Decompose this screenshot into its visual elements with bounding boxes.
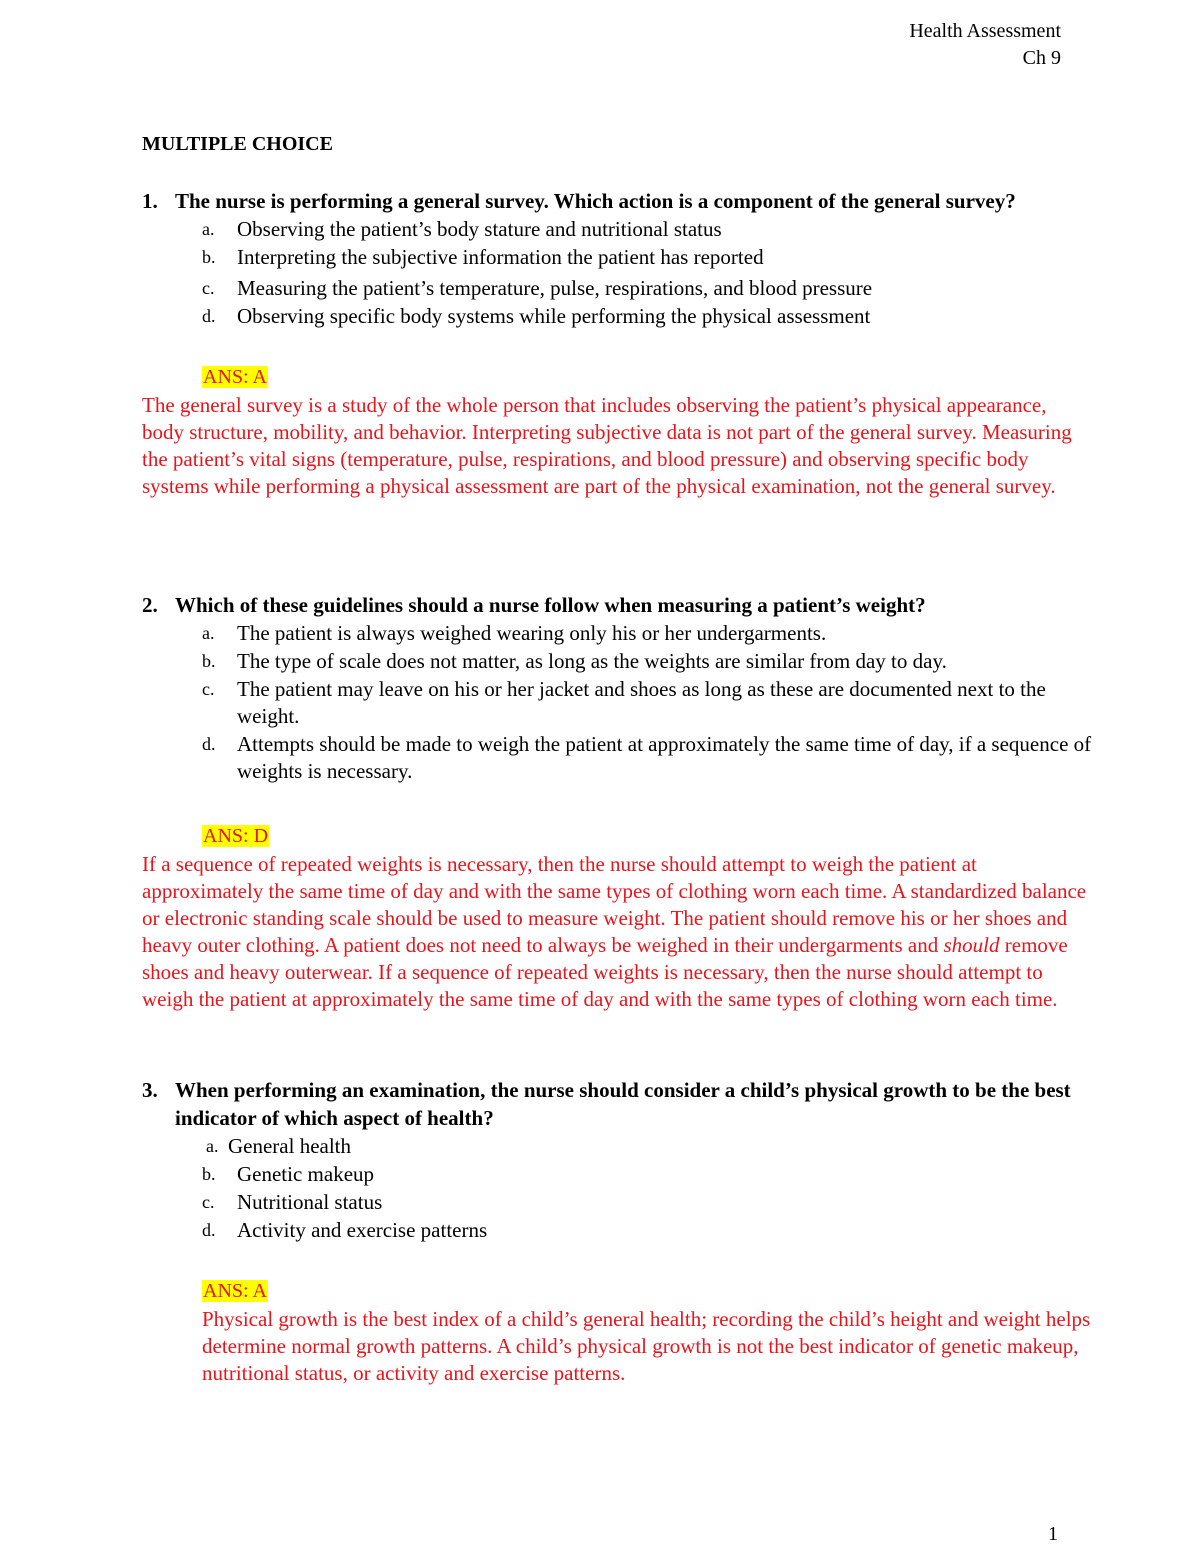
rationale-part: If a sequence of repeated weights is necessary, then the nurse should attempt to weigh the patient at approximately the same time of day and with the same types of clothing worn each time. A standardized balance or electronic standing scale should be used to measure weight. The patient should remove his or her shoes and heavy outer clothing. A patient does not need to always be weighed in their undergarments and [142, 852, 1087, 957]
page-header [909, 18, 1061, 72]
option-letter: d. [202, 734, 216, 754]
option-letter: d. [202, 306, 216, 326]
option-b [202, 1161, 1092, 1188]
header-chapter: Ch 9 [1022, 47, 1061, 69]
option-c [202, 275, 1092, 302]
question-text: Which of these guidelines should a nurse follow when measuring a patient’s weight? [175, 593, 926, 617]
option-text: The type of scale does not matter, as long as the weights are similar from day to day. [237, 649, 947, 673]
option-text: The patient may leave on his or her jacket and shoes as long as these are documented next to the weight. [237, 677, 1046, 728]
option-letter: d. [202, 1220, 216, 1240]
option-d [202, 1217, 1092, 1244]
option-d [202, 303, 1092, 330]
answer-highlight: ANS: D [203, 825, 269, 847]
option-a [202, 620, 1092, 647]
answer-label [202, 823, 1092, 849]
option-b [202, 244, 1092, 271]
rationale-text: Physical growth is the best index of a child’s general health; recording the child’s height and weight helps determine normal growth patterns. A child’s physical growth is not the best indicator of genetic makeup, nutritional status, or activity and exercise patterns. [202, 1307, 1091, 1385]
option-list [142, 620, 1092, 785]
option-list [142, 1133, 1092, 1244]
option-letter: a. [206, 1136, 219, 1156]
option-letter: c. [202, 278, 215, 298]
option-b [202, 648, 1092, 675]
question-number: 2. [142, 593, 158, 617]
option-letter: c. [202, 679, 215, 699]
option-letter: b. [202, 1164, 216, 1184]
option-text: Measuring the patient’s temperature, pulse, respirations, and blood pressure [237, 276, 873, 300]
option-letter: c. [202, 1192, 215, 1212]
question-text: The nurse is performing a general survey. Which action is a component of the general survey? [175, 189, 1016, 213]
option-a [202, 216, 1092, 243]
answer-highlight: ANS: A [203, 366, 267, 388]
option-text: General health [228, 1134, 352, 1158]
question-stem [142, 591, 1092, 619]
section-heading: MULTIPLE CHOICE [142, 133, 333, 155]
option-text: Attempts should be made to weigh the patient at approximately the same time of day, if a sequence of weights is necessary. [237, 732, 1092, 783]
option-text: Observing the patient’s body stature and nutritional status [237, 217, 722, 241]
question-number: 3. [142, 1078, 158, 1102]
option-text: Nutritional status [237, 1190, 383, 1214]
option-letter: a. [202, 219, 215, 239]
option-text: Observing specific body systems while performing the physical assessment [237, 304, 871, 328]
question-3 [142, 1076, 1092, 1387]
question-text: When performing an examination, the nurse should consider a child’s physical growth to be the best indicator of which aspect of health? [175, 1078, 1071, 1130]
rationale-emphasis: should [943, 933, 1000, 957]
answer-label [202, 364, 1092, 390]
option-c [202, 1189, 1092, 1216]
option-c [202, 676, 1092, 730]
rationale-text: The general survey is a study of the whole person that includes observing the patient’s physical appearance, body structure, mobility, and behavior. Interpreting subjective data is not part of the general survey. Measuring the patient’s vital signs (temperature, pulse, respirations, and blood pressure) and observing specific body systems while performing a physical assessment are part of the physical examination, not the general survey. [142, 393, 1072, 498]
option-letter: a. [202, 623, 215, 643]
header-course-title: Health Assessment [909, 20, 1061, 42]
question-stem [142, 187, 1092, 215]
question-number: 1. [142, 189, 158, 213]
option-text: The patient is always weighed wearing only his or her undergarments. [237, 621, 827, 645]
answer-highlight: ANS: A [203, 1280, 267, 1302]
option-text: Activity and exercise patterns [237, 1218, 488, 1242]
option-letter: b. [202, 651, 216, 671]
option-letter: b. [202, 247, 216, 267]
option-d [202, 731, 1092, 785]
answer-label [202, 1278, 1092, 1304]
question-2 [142, 591, 1092, 1013]
rationale-part: remove shoes and heavy outerwear. If a sequence of repeated weights is necessary, then the nurse should attempt to weigh the patient at approximately the same time of day and with the same types of clothing worn each time. [142, 933, 1068, 1011]
option-text: Interpreting the subjective information the patient has reported [237, 245, 764, 269]
question-stem [142, 1076, 1092, 1132]
question-1 [142, 187, 1092, 500]
option-text: Genetic makeup [237, 1162, 375, 1186]
option-list [142, 216, 1092, 330]
rationale-text [142, 851, 1092, 1013]
option-a [206, 1133, 1092, 1160]
page-number: 1 [1048, 1523, 1058, 1545]
